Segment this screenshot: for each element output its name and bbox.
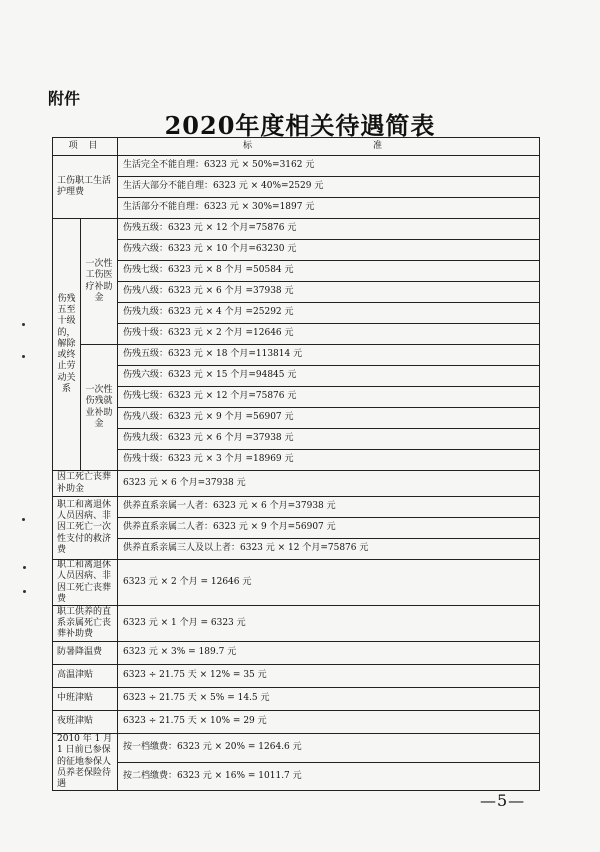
header-item: 项 目 bbox=[53, 138, 118, 156]
table-row bbox=[53, 303, 540, 324]
employment-subsidy-standard: 伤残八级：6323 元 × 9 个月 =56907 元 bbox=[118, 408, 540, 429]
table-row bbox=[53, 177, 540, 198]
scan-speck bbox=[22, 323, 25, 326]
pension-standard: 按二档缴费：6323 元 × 16% = 1011.7 元 bbox=[118, 762, 540, 791]
table-header-row bbox=[53, 138, 540, 156]
pension-standard: 按一档缴费：6323 元 × 20% = 1264.6 元 bbox=[118, 734, 540, 763]
middle-shift-label: 中班津贴 bbox=[53, 688, 118, 711]
pension-label: 2010 年 1 月 1 日前已参保的征地参保人员养老保险待遇 bbox=[53, 734, 118, 791]
table-row bbox=[53, 642, 540, 665]
funeral-non-work-label: 职工和离退休人员因病、非因工死亡丧葬费 bbox=[53, 560, 118, 606]
employment-subsidy-standard: 伤残九级：6323 元 × 6 个月 =37938 元 bbox=[118, 429, 540, 450]
nursing-standard: 生活部分不能自理：6323 元 × 30%=1897 元 bbox=[118, 198, 540, 219]
funeral-work-standard: 6323 元 × 6 个月=37938 元 bbox=[118, 471, 540, 497]
dependent-funeral-label: 职工供养的直系亲属死亡丧葬补助费 bbox=[53, 606, 118, 642]
table-row bbox=[53, 518, 540, 539]
relief-standard: 供养直系亲属一人者：6323 元 × 6 个月=37938 元 bbox=[118, 497, 540, 518]
table-row bbox=[53, 282, 540, 303]
header-standard-char-1: 标 bbox=[243, 141, 253, 151]
employment-subsidy-label: 一次性伤残就业补助金 bbox=[81, 345, 118, 471]
table-row bbox=[53, 219, 540, 240]
document-title: 2020年度相关待遇简表 bbox=[164, 111, 436, 140]
night-shift-label: 夜班津贴 bbox=[53, 711, 118, 734]
table-row bbox=[53, 665, 540, 688]
nursing-standard: 生活大部分不能自理：6323 元 × 40%=2529 元 bbox=[118, 177, 540, 198]
employment-subsidy-standard: 伤残六级：6323 元 × 15 个月=94845 元 bbox=[118, 366, 540, 387]
employment-subsidy-standard: 伤残五级：6323 元 × 18 个月=113814 元 bbox=[118, 345, 540, 366]
funeral-non-work-standard: 6323 元 × 2 个月 = 12646 元 bbox=[118, 560, 540, 606]
scan-speck bbox=[23, 566, 26, 569]
header-standard bbox=[118, 138, 540, 156]
nursing-label: 工伤职工生活护理费 bbox=[53, 156, 118, 219]
medical-subsidy-standard: 伤残六级：6323 元 × 10 个月=63230 元 bbox=[118, 240, 540, 261]
medical-subsidy-standard: 伤残八级：6323 元 × 6 个月 =37938 元 bbox=[118, 282, 540, 303]
table-row bbox=[53, 366, 540, 387]
table-row bbox=[53, 471, 540, 497]
table-row bbox=[53, 261, 540, 282]
scan-speck bbox=[23, 590, 26, 593]
night-shift-standard: 6323 ÷ 21.75 天 × 10% = 29 元 bbox=[118, 711, 540, 734]
table-row bbox=[53, 450, 540, 471]
table-row bbox=[53, 734, 540, 763]
table-row bbox=[53, 539, 540, 560]
high-temp-label: 高温津贴 bbox=[53, 665, 118, 688]
table-row bbox=[53, 345, 540, 366]
benefits-table bbox=[52, 137, 540, 791]
relief-standard: 供养直系亲属二人者：6323 元 × 9 个月=56907 元 bbox=[118, 518, 540, 539]
nursing-standard: 生活完全不能自理：6323 元 × 50%=3162 元 bbox=[118, 156, 540, 177]
medical-subsidy-standard: 伤残十级：6323 元 × 2 个月 =12646 元 bbox=[118, 324, 540, 345]
table-row bbox=[53, 156, 540, 177]
table-row bbox=[53, 711, 540, 734]
medical-subsidy-standard: 伤残九级：6323 元 × 4 个月 =25292 元 bbox=[118, 303, 540, 324]
table-row bbox=[53, 387, 540, 408]
middle-shift-standard: 6323 ÷ 21.75 天 × 5% = 14.5 元 bbox=[118, 688, 540, 711]
medical-subsidy-standard: 伤残五级：6323 元 × 12 个月=75876 元 bbox=[118, 219, 540, 240]
medical-subsidy-label: 一次性工伤医疗补助金 bbox=[81, 219, 118, 345]
scan-speck bbox=[22, 355, 25, 358]
disability-label: 伤残五至十级的，解除或终止劳动关系 bbox=[53, 219, 81, 471]
scan-speck bbox=[22, 518, 25, 521]
employment-subsidy-standard: 伤残十级：6323 元 × 3 个月 =18969 元 bbox=[118, 450, 540, 471]
table-row bbox=[53, 198, 540, 219]
dependent-funeral-standard: 6323 元 × 1 个月 = 6323 元 bbox=[118, 606, 540, 642]
table-row bbox=[53, 324, 540, 345]
attachment-label: 附件 bbox=[48, 89, 81, 108]
employment-subsidy-standard: 伤残七级：6323 元 × 12 个月=75876 元 bbox=[118, 387, 540, 408]
header-standard-char-2: 准 bbox=[373, 141, 383, 151]
table-row bbox=[53, 497, 540, 518]
funeral-work-label: 因工死亡丧葬补助金 bbox=[53, 471, 118, 497]
heatstroke-standard: 6323 元 × 3% = 189.7 元 bbox=[118, 642, 540, 665]
table-row bbox=[53, 606, 540, 642]
page-number: —5— bbox=[480, 791, 526, 810]
heatstroke-label: 防暑降温费 bbox=[53, 642, 118, 665]
table-row bbox=[53, 408, 540, 429]
medical-subsidy-standard: 伤残七级：6323 元 × 8 个月 =50584 元 bbox=[118, 261, 540, 282]
table-row bbox=[53, 429, 540, 450]
high-temp-standard: 6323 ÷ 21.75 天 × 12% = 35 元 bbox=[118, 665, 540, 688]
table-row bbox=[53, 762, 540, 791]
table-row bbox=[53, 240, 540, 261]
table-row bbox=[53, 688, 540, 711]
table-row bbox=[53, 560, 540, 606]
relief-standard: 供养直系亲属三人及以上者：6323 元 × 12 个月=75876 元 bbox=[118, 539, 540, 560]
relief-label: 职工和离退休人员因病、非因工死亡一次性支付的救济费 bbox=[53, 497, 118, 560]
